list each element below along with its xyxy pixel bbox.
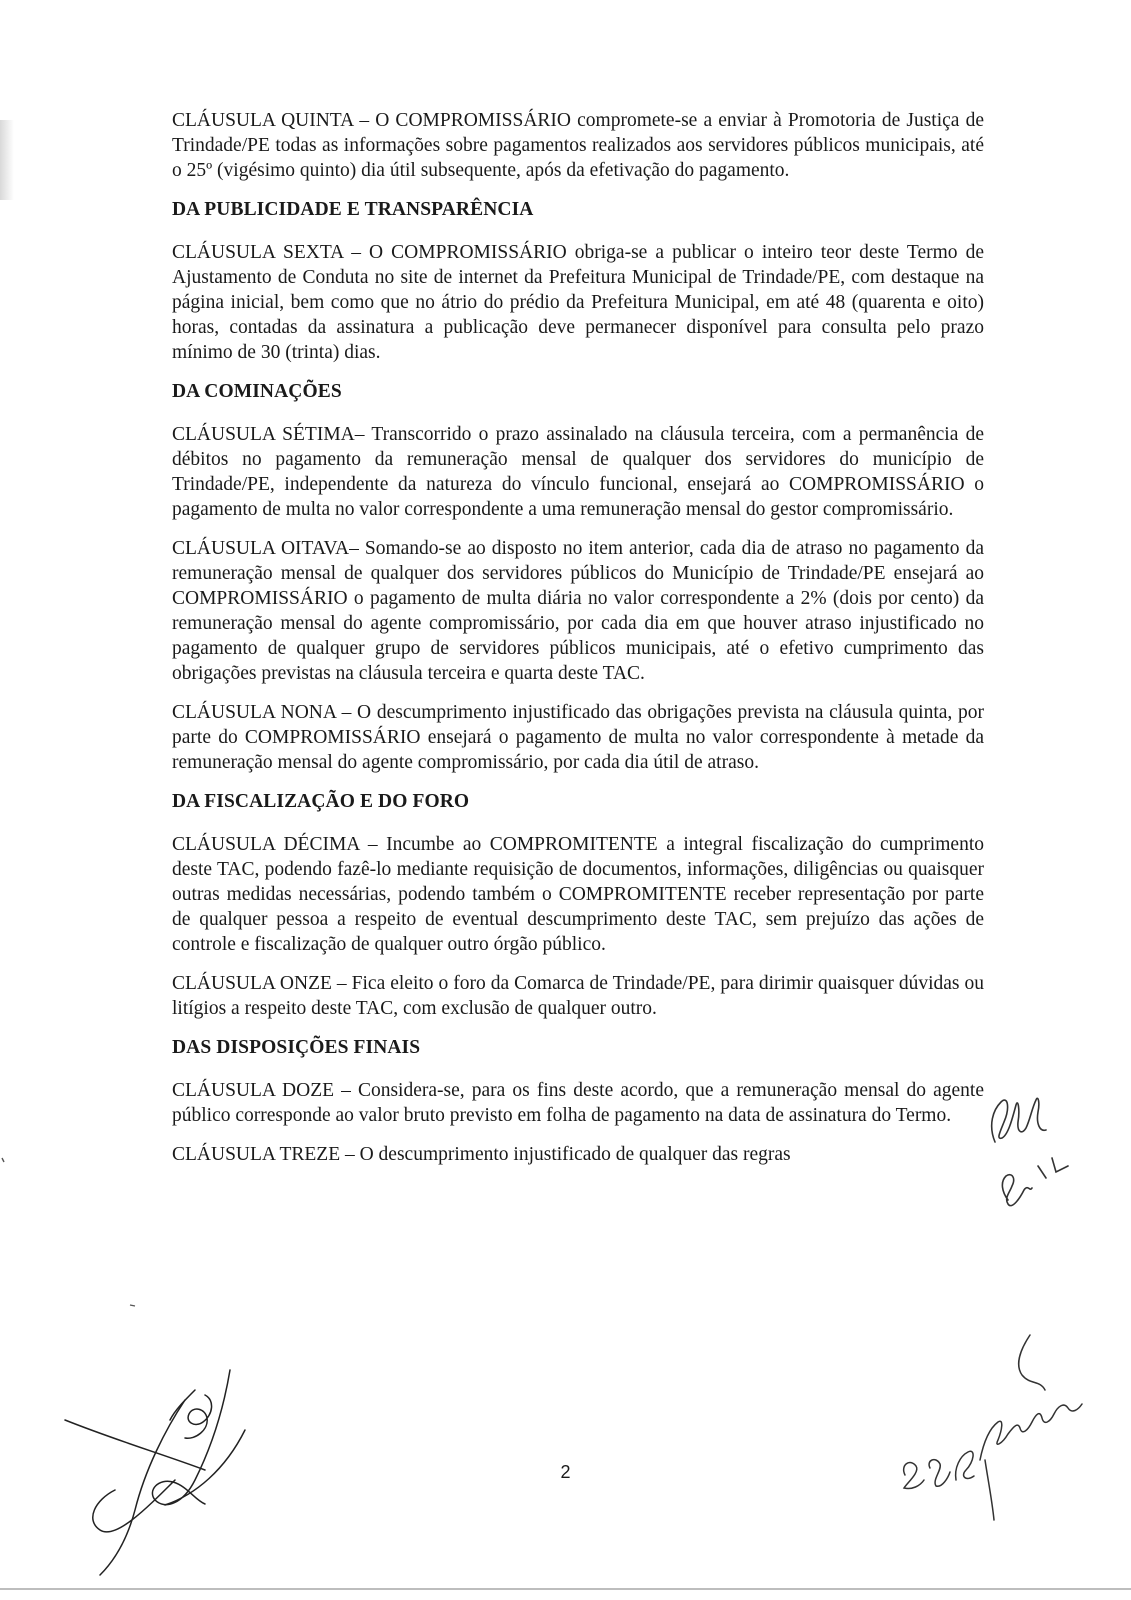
clause-paragraph: CLÁUSULA DOZE – Considera-se, para os fins deste acordo, que a remuneração mensal do agente público corresponde ao valor bruto previsto em folha de pagamento na data de assinatura do Termo. [172,1080,984,1126]
section-heading: DA FISCALIZAÇÃO E DO FORO [172,791,470,812]
clause-paragraph: CLÁUSULA TREZE – O descumprimento injustificado de qualquer das regras [172,1144,791,1165]
document-body [172,108,984,1181]
section-heading: DAS DISPOSIÇÕES FINAIS [172,1037,421,1058]
page-number: 2 [560,1462,571,1482]
clause-paragraph: CLÁUSULA ONZE – Fica eleito o foro da Comarca de Trindade/PE, para dirimir quaisquer dúvidas ou litígios a respeito deste TAC, com exclusão de qualquer outro. [172,973,984,1019]
margin-tick-mark [128,1300,138,1310]
clause-paragraph: CLÁUSULA QUINTA – O COMPROMISSÁRIO compromete-se a enviar à Promotoria de Justiça de Trindade/PE todas as informações sobre pagamentos realizados aos servidores públicos municipais, até o 25º (vigésimo quinto) dia útil subsequente, após da efetivação do pagamento. [172,110,984,181]
clause-paragraph: CLÁUSULA DÉCIMA – Incumbe ao COMPROMITENTE a integral fiscalização do cumprimento deste TAC, podendo fazê-lo mediante requisição de documentos, informações, diligências ou quaisquer outras medidas necessárias, podendo também o COMPROMITENTE receber representação por parte de qualquer pessoa a respeito de eventual descumprimento deste TAC, sem prejuízo das ações de controle e fiscalização de qualquer outro órgão público. [172,834,984,955]
section-heading: DA COMINAÇÕES [172,381,342,402]
clause-paragraph: CLÁUSULA OITAVA– Somando-se ao disposto no item anterior, cada dia de atraso no pagamento da remuneração mensal de qualquer dos servidores públicos do Município de Trindade/PE ensejará ao COMPROMISSÁRIO o pagamento de multa diária no valor correspondente a 2% (dois por cento) da remuneração mensal do agente compromissário, por cada dia em que houver atraso injustificado no pagamento de qualquer grupo de servidores públicos municipais, até o efetivo cumprimento das obrigações previstas na cláusula terceira e quarta deste TAC. [172,538,984,684]
clause-paragraph: CLÁUSULA SEXTA – O COMPROMISSÁRIO obriga-se a publicar o inteiro teor deste Termo de Ajustamento de Conduta no site de internet da Prefeitura Municipal de Trindade/PE, com destaque na página inicial, bem como que no átrio do prédio da Prefeitura Municipal, em até 48 (quarenta e oito) horas, contadas da assinatura a publicação deve permanecer disponível para consulta pelo prazo mínimo de 30 (trinta) dias. [172,242,984,363]
clause-paragraph: CLÁUSULA SÉTIMA– Transcorrido o prazo assinalado na cláusula terceira, com a permanência de débitos no pagamento da remuneração mensal de qualquer dos servidores do município de Trindade/PE, independente da natureza do vínculo funcional, ensejará ao COMPROMISSÁRIO o pagamento de multa no valor correspondente a uma remuneração mensal do gestor compromissário. [172,424,984,520]
section-heading: DA PUBLICIDADE E TRANSPARÊNCIA [172,199,534,220]
scan-bottom-edge [0,1588,1131,1590]
margin-tick-mark [0,1155,10,1165]
handwritten-initials-right-margin [960,1080,1110,1250]
handwritten-signature-bottom-right [890,1330,1100,1550]
clause-paragraph: CLÁUSULA NONA – O descumprimento injustificado das obrigações prevista na cláusula quinta, por parte do COMPROMISSÁRIO ensejará o pagamento de multa no valor correspondente à metade da remuneração mensal do agente compromissário, por cada dia útil de atraso. [172,702,984,773]
handwritten-signature-bottom-left [55,1360,315,1590]
